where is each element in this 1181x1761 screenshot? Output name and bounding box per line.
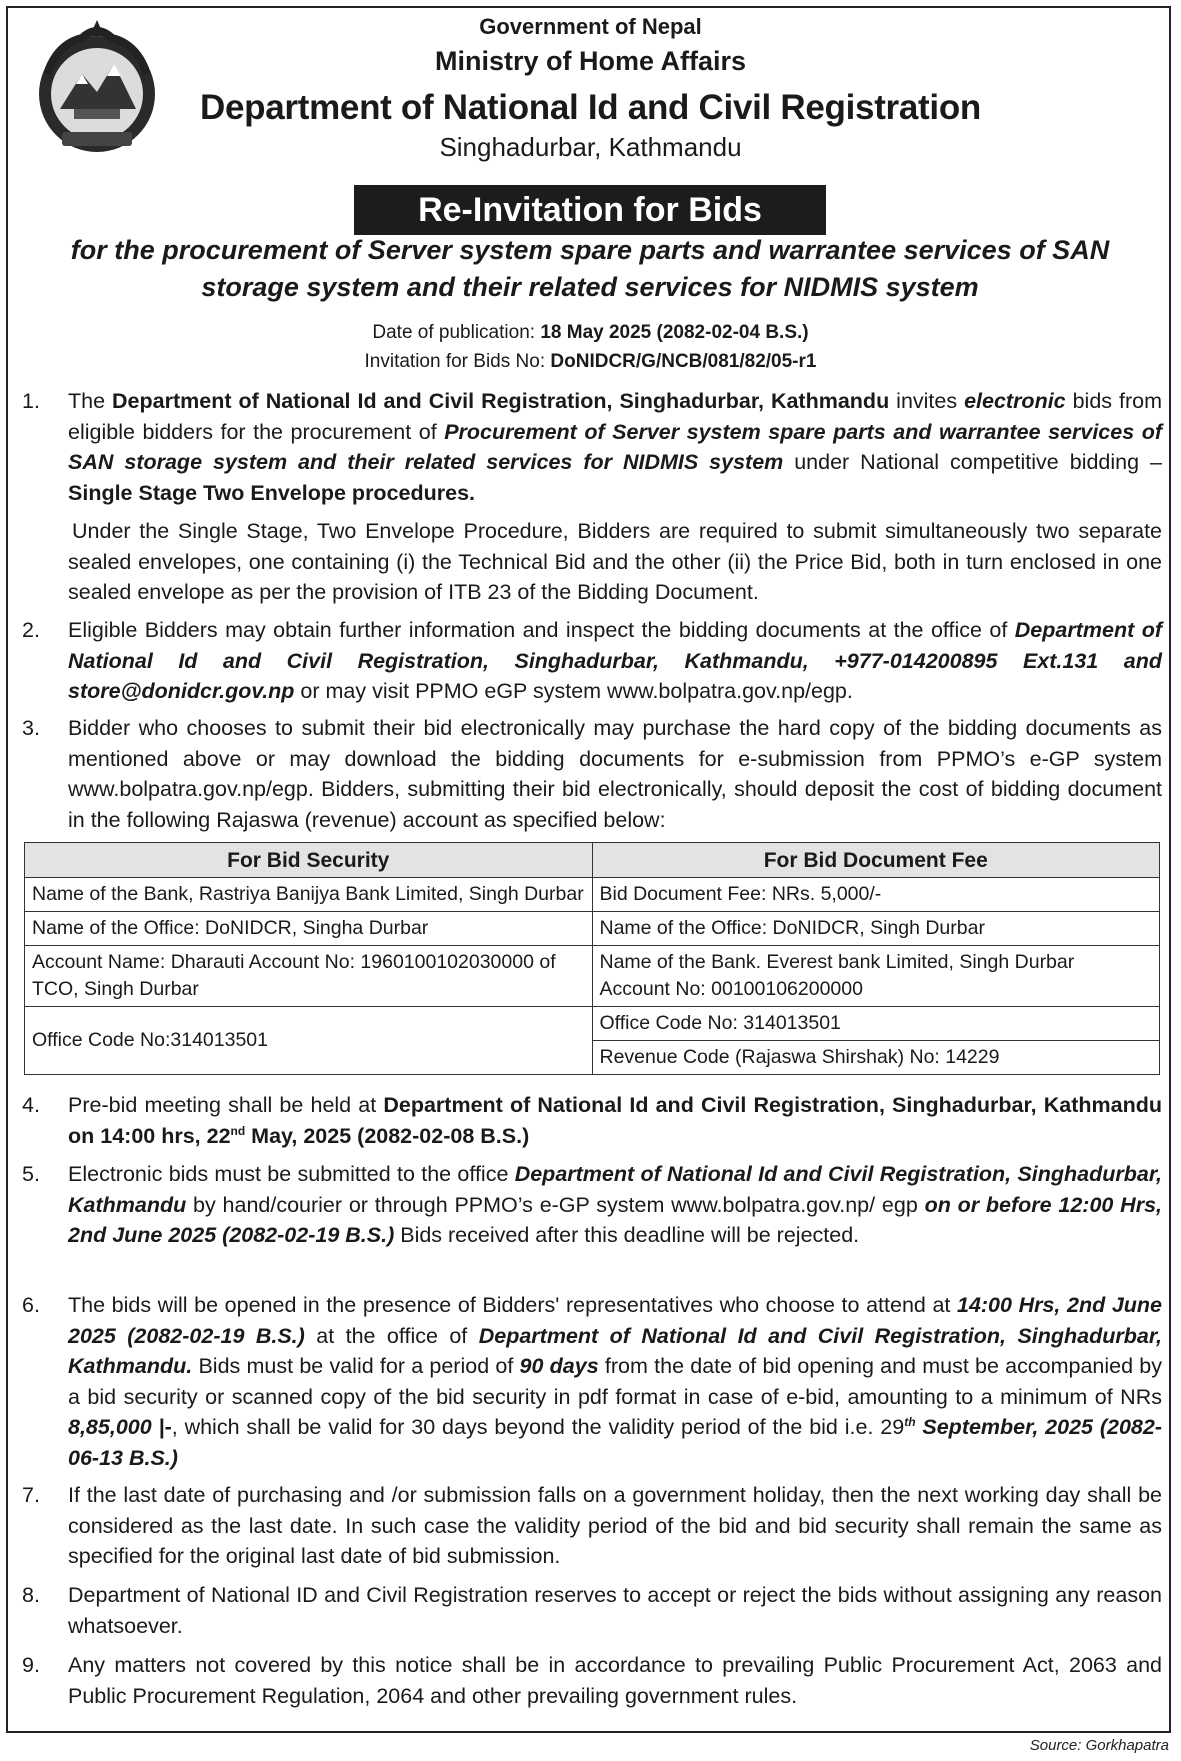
list-item-5 [22, 1159, 1162, 1251]
text-run: invites [889, 389, 965, 413]
notice-banner: Re-Invitation for Bids [354, 185, 826, 235]
department-title: Department of National Id and Civil Registration [200, 88, 981, 127]
cell-line: TCO, Singh Durbar [32, 978, 199, 1000]
list-item-3 [22, 713, 1162, 835]
table-row [25, 912, 1160, 946]
gov-title: Government of Nepal [479, 14, 702, 39]
item-number: 6. [22, 1293, 40, 1317]
text-run: Pre-bid meeting shall be held at [68, 1093, 384, 1117]
text-run: on or before 12:00 Hrs, 2nd June 2025 (2082-02-19 B.S.) [68, 1192, 1162, 1247]
item-text [68, 1290, 1162, 1473]
table-cell [592, 946, 1160, 1007]
publication-value: 18 May 2025 (2082-02-04 B.S.) [540, 322, 809, 343]
item-number: 9. [22, 1653, 40, 1677]
text-run: The [68, 389, 113, 413]
text-run: Department of National Id and Civil Registration, Singhadurbar, Kathmandu. [68, 1323, 1162, 1378]
text-run: Department of National Id and Civil Registration, Singhadurbar, Kathmandu [68, 1162, 1162, 1217]
notice-subtitle [40, 232, 1140, 306]
list-item-2 [22, 615, 1162, 707]
table-row [25, 878, 1160, 912]
location-title: Singhadurbar, Kathmandu [439, 132, 742, 162]
text-run: Department of National Id and Civil Registration, Singhadurbar, Kathmandu, +977-014200895 Ext.131 and store@donidcr.gov.np [68, 618, 1162, 703]
table-cell: Name of the Office: DoNIDCR, Singha Durbar [25, 912, 593, 946]
text-run: electronic [964, 389, 1066, 413]
item-number: 1. [22, 389, 40, 413]
text-run: Department of National Id and Civil Registration, Singhadurbar, Kathmandu on 14:00 hrs, 22 [68, 1093, 1162, 1148]
text-run: May, 2025 (2082-02-08 B.S.) [245, 1123, 530, 1148]
list-item-7 [22, 1480, 1162, 1572]
item-text [68, 615, 1162, 707]
table-cell: Name of the Office: DoNIDCR, Singh Durbar [592, 912, 1160, 946]
item-number: 3. [22, 716, 40, 740]
subtitle-line: storage system and their related services for NIDMIS system [201, 272, 979, 302]
fee-table [24, 842, 1160, 1075]
text-run: 14:00 Hrs, 2nd June 2025 (2082-02-19 B.S.) [68, 1293, 1162, 1348]
table-row [25, 1007, 1160, 1041]
table-cell [25, 946, 593, 1007]
table-cell: Name of the Bank, Rastriya Banijya Bank Limited, Singh Durbar [25, 878, 593, 912]
item-text [68, 386, 1162, 508]
text-run: Eligible Bidders may obtain further information and inspect the bidding documents at the office of [68, 618, 1015, 642]
cell-line: Account No: 00100106200000 [599, 978, 863, 1000]
text-run: Department of National Id and Civil Registration, Singhadurbar, Kathmandu [112, 389, 890, 413]
item-number: 5. [22, 1162, 40, 1186]
item-text [68, 1159, 1162, 1251]
table-row [25, 843, 1160, 878]
invitation-value: DoNIDCR/G/NCB/081/82/05-r1 [550, 351, 817, 372]
text-run: Bids must be valid for a period of [192, 1354, 520, 1378]
item-text: Department of National ID and Civil Registration reserves to accept or reject the bids without assigning any reason whatsoever. [68, 1583, 1162, 1638]
text-run: Procurement of Server system spare parts and warrantee services of SAN storage system and their related services for NIDMIS system [68, 419, 1162, 474]
item-text [68, 1090, 1162, 1151]
cell-line: Account Name: Dharauti Account No: 1960100102030000 of [32, 951, 556, 973]
publication-label: Date of publication: [372, 322, 541, 343]
text-run: from the date of bid opening and must be accompanied by a bid security or scanned copy of the bid security in pdf format in case of e-bid, amounting to a minimum of NRs [68, 1354, 1162, 1409]
text-run: , which shall be valid for 30 days beyond the validity period of the bid i.e. 29 [171, 1415, 905, 1439]
item-text: If the last date of purchasing and /or submission falls on a government holiday, then the next working day shall be considered as the last date. In such case the validity period of the bid and bid security shall remain the same as specified for the original last date of bid submission. [68, 1483, 1162, 1568]
table-header: For Bid Security [25, 843, 593, 878]
text-run: Single Stage Two Envelope procedures. [68, 480, 475, 505]
text-run: nd [230, 1123, 246, 1138]
text-run: September, 2025 (2082-06-13 B.S.) [68, 1415, 1162, 1470]
invitation-label: Invitation for Bids No: [364, 351, 551, 372]
text-run: under National competitive bidding – [783, 450, 1162, 474]
source-credit: Source: Gorkhapatra [1029, 1737, 1169, 1754]
text-run: 8,85,000 |- [68, 1415, 172, 1439]
table-cell: Revenue Code (Rajaswa Shirshak) No: 14229 [592, 1041, 1160, 1075]
text-run: by hand/courier or through PPMO’s e-GP system www.bolpatra.gov.np/ egp [186, 1192, 925, 1217]
item-text: Bidder who chooses to submit their bid electronically may purchase the hard copy of the bidding documents as mentioned above or may download the bidding documents for e-submission from PPMO’s e-GP system www.bolpatra.gov.np/egp. Bidders, submitting their bid electronically, should deposit the cost of bidding document in the following Rajaswa (revenue) account as specified below: [68, 716, 1162, 832]
ministry-title: Ministry of Home Affairs [434, 46, 747, 76]
table-cell: Bid Document Fee: NRs. 5,000/- [592, 878, 1160, 912]
item-paragraph: Under the Single Stage, Two Envelope Procedure, Bidders are required to submit simultaneously two separate sealed envelopes, one containing (i) the Technical Bid and the other (ii) the Price Bid, both in turn enclosed in one sealed envelope as per the provision of ITB 23 of the Bidding Document. [68, 519, 1162, 604]
table-cell: Office Code No:314013501 [25, 1007, 593, 1075]
item-number: 7. [22, 1483, 40, 1507]
text-run: or may visit PPMO eGP system www.bolpatra.gov.np/egp. [294, 679, 853, 703]
list-item-1 [22, 386, 1162, 608]
table-header: For Bid Document Fee [592, 843, 1160, 878]
cell-line: Name of the Bank. Everest bank Limited, Singh Durbar [599, 951, 1075, 973]
text-run: The bids will be opened in the presence of Bidders' representatives who choose to attend at [68, 1293, 957, 1317]
list-item-8 [22, 1580, 1162, 1641]
item-number: 8. [22, 1583, 40, 1607]
text-run: Electronic bids must be submitted to the office [68, 1162, 515, 1186]
item-text: Any matters not covered by this notice shall be in accordance to prevailing Public Procurement Act, 2063 and Public Procurement Regulation, 2064 and other prevailing government rules. [68, 1653, 1162, 1708]
list-item-4 [22, 1090, 1162, 1151]
text-run: Bids received after this deadline will be rejected. [394, 1223, 860, 1247]
list-item-6 [22, 1290, 1162, 1473]
list-item-9 [22, 1650, 1162, 1711]
text-run: 90 days [519, 1354, 599, 1378]
table-row [25, 946, 1160, 1007]
item-number: 4. [22, 1093, 40, 1117]
table-cell: Office Code No: 314013501 [592, 1007, 1160, 1041]
publication-date [0, 322, 1181, 344]
invitation-number [0, 351, 1181, 373]
subtitle-line: for the procurement of Server system spare parts and warrantee services of SAN [70, 235, 1110, 265]
item-number: 2. [22, 618, 40, 642]
text-run: bids from eligible bidders for the procurement of [68, 389, 1162, 444]
text-run: th [904, 1414, 916, 1429]
text-run: at the office of [304, 1323, 479, 1348]
